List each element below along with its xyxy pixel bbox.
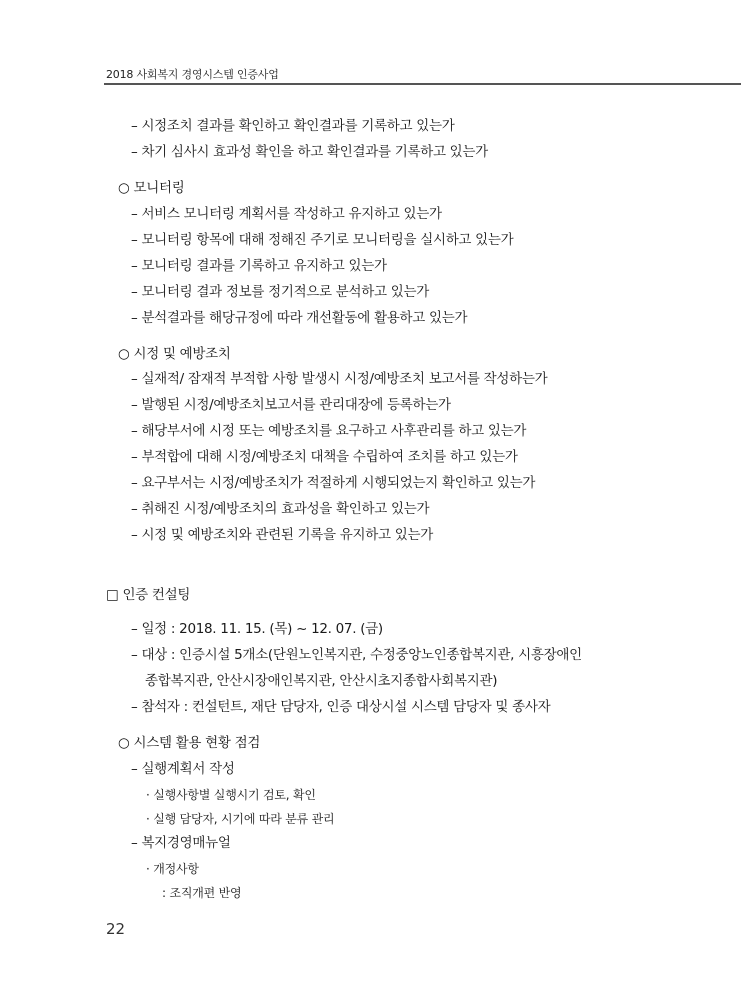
page-number: 22 bbox=[106, 920, 126, 938]
list-item: – 해당부서에 시정 또는 예방조치를 요구하고 사후관리를 하고 있는가 bbox=[131, 423, 527, 439]
list-item: – 요구부서는 시정/예방조치가 적절하게 시행되었는지 확인하고 있는가 bbox=[131, 475, 536, 491]
list-item: – 대상 : 인증시설 5개소(단원노인복지관, 수정중앙노인종합복지관, 시흥장애인 bbox=[131, 647, 582, 663]
page-header-title: 2018 사회복지 경영시스템 인증사업 bbox=[106, 68, 279, 81]
list-item: – 모니터링 결과를 기록하고 유지하고 있는가 bbox=[131, 258, 387, 274]
list-item: – 시정조치 결과를 확인하고 확인결과를 기록하고 있는가 bbox=[131, 118, 455, 134]
header-divider bbox=[104, 83, 741, 85]
list-item: – 차기 심사시 효과성 확인을 하고 확인결과를 기록하고 있는가 bbox=[131, 144, 488, 160]
sub-list-item: · 실행사항별 실행시기 검토, 확인 bbox=[146, 788, 316, 802]
list-item: – 모니터링 항목에 대해 정해진 주기로 모니터링을 실시하고 있는가 bbox=[131, 232, 514, 248]
list-item: – 복지경영매뉴얼 bbox=[131, 835, 231, 851]
list-item: – 서비스 모니터링 계획서를 작성하고 유지하고 있는가 bbox=[131, 206, 442, 222]
list-item: – 모니터링 결과 정보를 정기적으로 분석하고 있는가 bbox=[131, 284, 429, 300]
section-heading-certification-consulting: □ 인증 컨설팅 bbox=[106, 587, 191, 603]
list-item: – 실행계획서 작성 bbox=[131, 761, 235, 777]
section-heading-monitoring: ○ 모니터링 bbox=[118, 180, 185, 196]
list-item-continuation: 종합복지관, 안산시장애인복지관, 안산시초지종합사회복지관) bbox=[145, 673, 498, 689]
list-item: – 부적합에 대해 시정/예방조치 대책을 수립하여 조치를 하고 있는가 bbox=[131, 449, 518, 465]
sub-list-item: · 개정사항 bbox=[146, 862, 199, 876]
list-item: – 취해진 시정/예방조치의 효과성을 확인하고 있는가 bbox=[131, 501, 430, 517]
list-item: – 분석결과를 해당규정에 따라 개선활동에 활용하고 있는가 bbox=[131, 310, 468, 326]
list-item: – 발행된 시정/예방조치보고서를 관리대장에 등록하는가 bbox=[131, 397, 451, 413]
sub-list-item: · 실행 담당자, 시기에 따라 분류 관리 bbox=[146, 812, 335, 826]
section-heading-system-check: ○ 시스템 활용 현황 점검 bbox=[118, 735, 261, 751]
list-item: – 참석자 : 컨설턴트, 재단 담당자, 인증 대상시설 시스템 담당자 및 종사자 bbox=[131, 699, 551, 715]
section-heading-corrective-action: ○ 시정 및 예방조치 bbox=[118, 346, 231, 362]
list-item: – 실재적/ 잠재적 부적합 사항 발생시 시정/예방조치 보고서를 작성하는가 bbox=[131, 371, 548, 387]
sub-sub-list-item: : 조직개편 반영 bbox=[162, 886, 242, 900]
list-item: – 일정 : 2018. 11. 15. (목) ~ 12. 07. (금) bbox=[131, 621, 383, 637]
list-item: – 시정 및 예방조치와 관련된 기록을 유지하고 있는가 bbox=[131, 527, 433, 543]
